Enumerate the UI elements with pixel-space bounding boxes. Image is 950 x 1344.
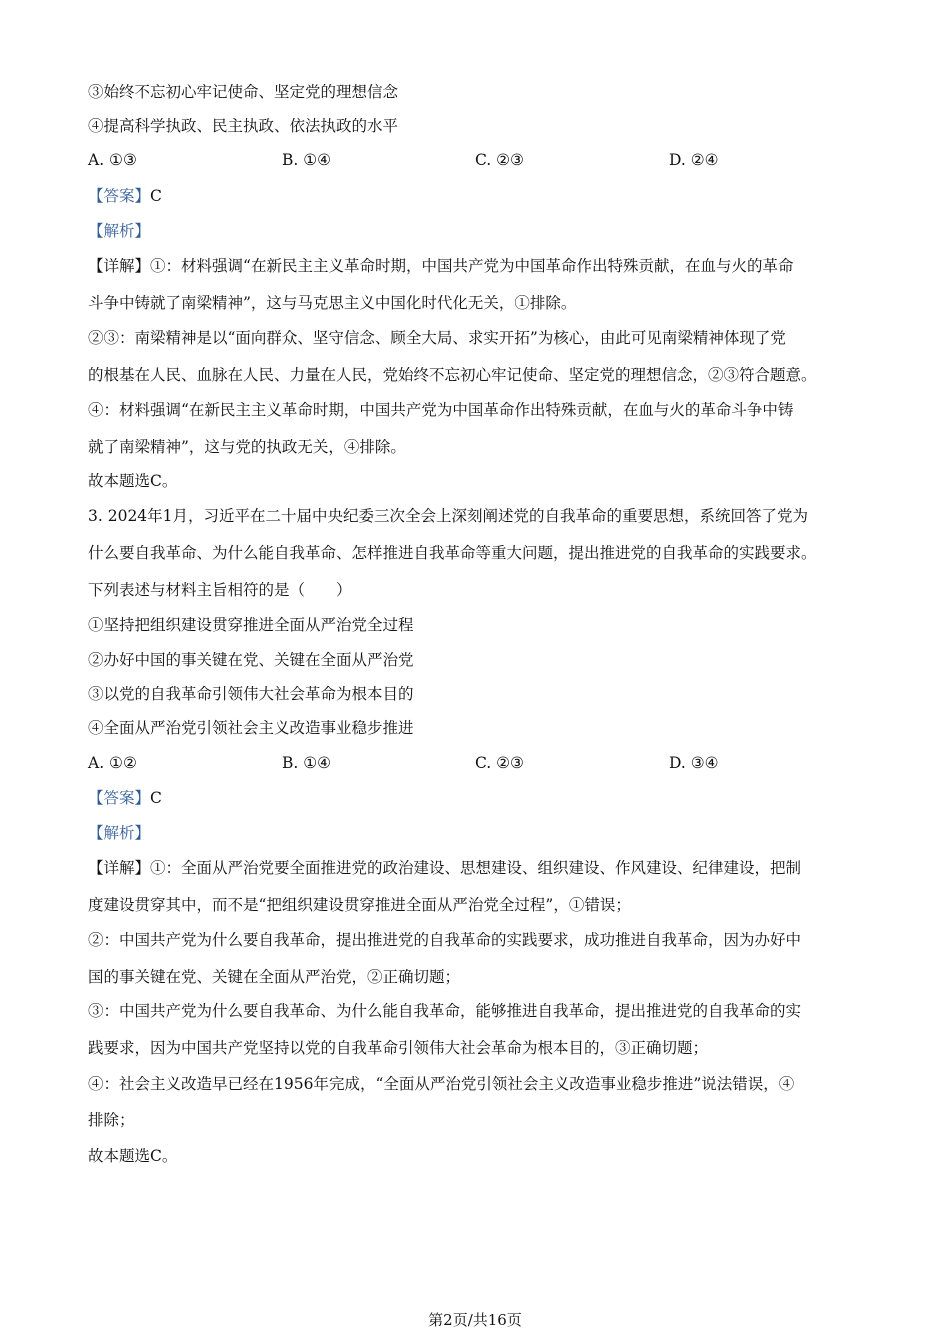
q2-choices [88, 150, 878, 170]
q3-choice-d: D. ③④ [669, 754, 719, 772]
q3-detail-line: ③：中国共产党为什么要自我革命、为什么能自我革命，能够推进自我革命，提出推进党的自我革命的实 [88, 1002, 802, 1020]
q3-detail-line [88, 858, 878, 878]
q3-detail-line: ④：社会主义改造早已经在1956年完成，“全面从严治党引领社会主义改造事业稳步推进”说法错误，④ [88, 1075, 795, 1093]
detail-text: ①：材料强调“在新民主主义革命时期，中国共产党为中国革命作出特殊贡献，在血与火的革命 [150, 257, 794, 275]
q3-stem-line: 3. 2024年1月，习近平在二十届中央纪委三次全会上深刻阐述党的自我革命的重要思想，系统回答了党为 [88, 507, 809, 525]
q3-detail-line: 践要求，因为中国共产党坚持以党的自我革命引领伟大社会革命为根本目的，③正确切题； [88, 1039, 709, 1057]
answer-tag: 【答案】 [88, 187, 151, 205]
answer-tag: 【答案】 [88, 789, 151, 807]
q3-choice-b: B. ①④ [282, 754, 332, 772]
q3-detail-line: 国的事关键在党、关键在全面从严治党，②正确切题； [88, 968, 461, 986]
detail-text: ①：全面从严治党要全面推进党的政治建设、思想建设、组织建设、作风建设、纪律建设，把制 [150, 859, 802, 877]
q2-choice-d: D. ②④ [669, 151, 719, 169]
q3-choices [88, 753, 878, 773]
q3-stem-line: 什么要自我革命、为什么能自我革命、怎样推进自我革命等重大问题，提出推进党的自我革命的实践要求。 [88, 544, 817, 562]
q3-detail-line: 排除； [88, 1111, 135, 1129]
q2-choice-b: B. ①④ [282, 151, 332, 169]
q2-detail-line: 就了南梁精神”，这与党的执政无关，④排除。 [88, 438, 406, 456]
q3-choice-c: C. ②③ [475, 754, 524, 772]
q2-option-4: ④提高科学执政、民主执政、依法执政的水平 [88, 117, 399, 135]
q2-detail-line: 的根基在人民、血脉在人民、力量在人民，党始终不忘初心牢记使命、坚定党的理想信念，②③符合题意。 [88, 366, 817, 384]
q3-answer [88, 788, 878, 808]
q3-option-3: ③以党的自我革命引领伟大社会革命为根本目的 [88, 685, 414, 703]
q3-stem-line: 下列表述与材料主旨相符的是（ ） [88, 581, 352, 599]
detail-tag: 【详解】 [88, 257, 151, 275]
q2-answer [88, 186, 878, 206]
page-number-footer: 第2页/共16页 [428, 1311, 522, 1329]
q3-choice-a: A. ①② [88, 754, 137, 772]
answer-value: C [150, 789, 162, 807]
q3-detail-line: ②：中国共产党为什么要自我革命，提出推进党的自我革命的实践要求，成功推进自我革命，因为办好中 [88, 931, 802, 949]
answer-value: C [150, 187, 162, 205]
q2-detail-line [88, 256, 878, 276]
q2-conclusion: 故本题选C。 [88, 472, 178, 490]
q3-conclusion: 故本题选C。 [88, 1147, 178, 1165]
q3-option-2: ②办好中国的事关键在党、关键在全面从严治党 [88, 651, 414, 669]
q3-option-1: ①坚持把组织建设贯穿推进全面从严治党全过程 [88, 616, 414, 634]
q2-choice-c: C. ②③ [475, 151, 524, 169]
q3-option-4: ④全面从严治党引领社会主义改造事业稳步推进 [88, 719, 414, 737]
detail-tag: 【详解】 [88, 859, 151, 877]
q2-analysis-tag: 【解析】 [88, 222, 151, 240]
q2-choice-a: A. ①③ [88, 151, 137, 169]
q2-option-3: ③始终不忘初心牢记使命、坚定党的理想信念 [88, 83, 399, 101]
q2-detail-line: ④：材料强调“在新民主主义革命时期，中国共产党为中国革命作出特殊贡献，在血与火的革命斗争中铸 [88, 401, 794, 419]
q3-analysis-tag: 【解析】 [88, 824, 151, 842]
q3-detail-line: 度建设贯穿其中，而不是“把组织建设贯穿推进全面从严治党全过程”，①错误； [88, 896, 631, 914]
q2-detail-line: ②③：南梁精神是以“面向群众、坚守信念、顾全大局、求实开拓”为核心，由此可见南梁精神体现了党 [88, 329, 786, 347]
q2-detail-line: 斗争中铸就了南梁精神”，这与马克思主义中国化时代化无关，①排除。 [88, 294, 577, 312]
